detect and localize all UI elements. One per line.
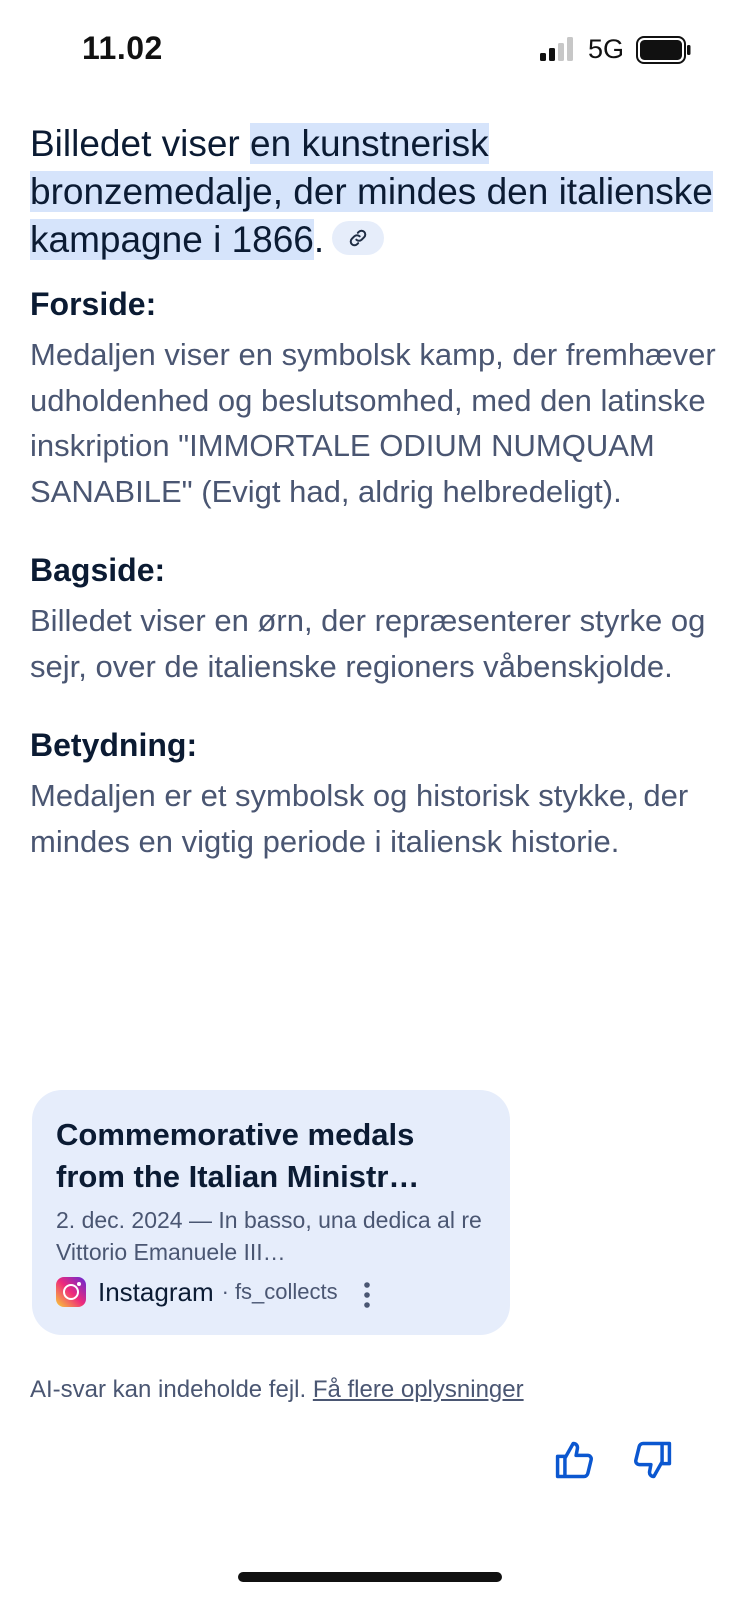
section-title: Bagside: [30,552,166,588]
thumbs-down-icon[interactable] [630,1438,674,1482]
headline-intro: Billedet viser [30,123,251,164]
section-title: Betydning: [30,727,198,763]
thumbs-up-icon[interactable] [553,1438,597,1482]
signal-icon [540,37,576,61]
ai-disclaimer [30,1376,524,1404]
disclaimer-text: AI-svar kan indeholde fejl. [30,1376,313,1403]
source-name: Instagram [98,1276,214,1307]
section-body: Billedet viser en ørn, der repræsenterer styrke og sejr, over de italienske regioners våbenskjolde. [30,603,706,684]
source-separator: · [221,1279,229,1304]
section-body: Medaljen viser en symbolsk kamp, der fremhæver udholdenhed og beslutsomhed, med den latinske inskription "IMMORTALE ODIUM NUMQUAM SANABILE" (Evigt had, aldrig helbredeligt). [30,337,716,509]
section-back [30,548,720,689]
source-card-snippet: 2. dec. 2024 — In basso, una dedica al re Vittorio Emanuele III… [56,1207,482,1265]
source-card[interactable] [32,1090,510,1335]
more-vert-icon[interactable] [357,1280,377,1310]
ai-answer [30,120,720,864]
section-title: Forside: [30,286,157,322]
source-link-chip[interactable] [332,221,384,255]
section-front [30,282,720,514]
instagram-icon [56,1277,86,1307]
learn-more-link[interactable]: Få flere oplysninger [312,1376,524,1403]
source-card-title[interactable]: Commemorative medals from the Italian Ministr… [56,1117,420,1194]
status-bar [0,0,739,100]
home-indicator[interactable] [238,1572,502,1582]
battery-icon [636,36,692,64]
link-icon [348,228,368,248]
answer-headline [30,120,720,264]
headline-period: . [313,219,325,260]
status-time: 11.02 [82,30,163,66]
section-body: Medaljen er et symbolsk og historisk stykke, der mindes en vigtig periode i italiensk historie. [30,778,689,859]
source-handle: fs_collects [234,1279,338,1304]
network-label: 5G [588,34,625,64]
source-card-origin [56,1275,338,1309]
section-meaning [30,723,720,864]
headline-highlight: en kunstnerisk bronzemedalje, der mindes den italienske kampagne i 1866 [30,123,713,260]
